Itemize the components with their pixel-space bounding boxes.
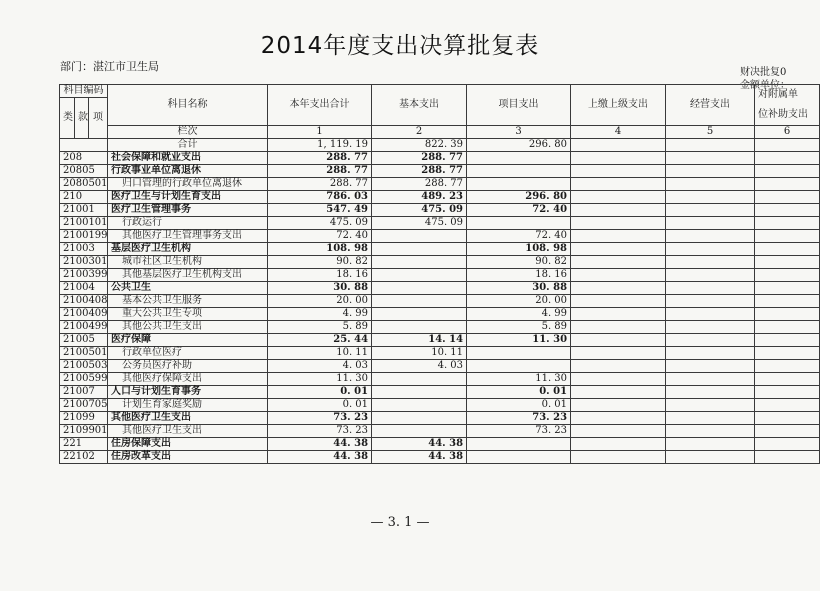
project-cell: 72. 40	[467, 230, 571, 243]
table-row	[60, 256, 820, 269]
basic-cell	[372, 269, 467, 282]
subject-name-cell: 行政单位医疗	[108, 347, 268, 360]
operating-cell	[666, 360, 755, 373]
project-cell: 72. 40	[467, 204, 571, 217]
operating-cell	[666, 373, 755, 386]
project-cell: 296. 80	[467, 191, 571, 204]
project-cell: 30. 88	[467, 282, 571, 295]
subject-code-cell: 21005	[60, 334, 108, 347]
upper-cell	[571, 399, 666, 412]
total-cell: 73. 23	[268, 425, 372, 438]
header-row	[60, 85, 820, 98]
subsidy-cell	[755, 152, 820, 165]
subsidy-cell	[755, 399, 820, 412]
operating-header: 经营支出	[666, 85, 755, 126]
project-cell: 90. 82	[467, 256, 571, 269]
subject-name-cell: 行政事业单位离退休	[108, 165, 268, 178]
upper-cell	[571, 321, 666, 334]
basic-cell	[372, 295, 467, 308]
total-cell: 5. 89	[268, 321, 372, 334]
subject-code-cell: 2100301	[60, 256, 108, 269]
subject-code-cell: 2100501	[60, 347, 108, 360]
basic-cell	[372, 230, 467, 243]
subject-code-cell: 21004	[60, 282, 108, 295]
project-cell: 18. 16	[467, 269, 571, 282]
upper-cell	[571, 386, 666, 399]
table-row	[60, 438, 820, 451]
subsidy-cell	[755, 204, 820, 217]
subsidy-cell	[755, 321, 820, 334]
table-row	[60, 425, 820, 438]
total-row	[60, 139, 820, 152]
upper-cell	[571, 165, 666, 178]
lanci-cell: 栏次	[108, 126, 268, 139]
project-cell	[467, 165, 571, 178]
total-cell: 44. 38	[268, 451, 372, 464]
project-cell	[467, 178, 571, 191]
operating-cell	[666, 256, 755, 269]
subsidy-cell	[755, 282, 820, 295]
operating-cell	[666, 295, 755, 308]
subject-name-cell: 其他公共卫生支出	[108, 321, 268, 334]
operating-cell	[666, 347, 755, 360]
operating-cell	[666, 204, 755, 217]
subject-code-cell: 2100101	[60, 217, 108, 230]
lei-header: 类	[60, 98, 75, 139]
empty-cell	[571, 139, 666, 152]
upper-cell	[571, 334, 666, 347]
total-cell: 18. 16	[268, 269, 372, 282]
project-cell	[467, 152, 571, 165]
project-cell: 20. 00	[467, 295, 571, 308]
total-cell: 288. 77	[268, 152, 372, 165]
project-cell: 73. 23	[467, 412, 571, 425]
subject-code-cell: 208	[60, 152, 108, 165]
subsidy-header-line2: 位补助支出	[758, 109, 809, 120]
upper-cell	[571, 256, 666, 269]
kuan-header: 款	[75, 98, 89, 139]
subject-code-cell: 20805	[60, 165, 108, 178]
subsidy-cell	[755, 165, 820, 178]
table-row	[60, 308, 820, 321]
subsidy-cell	[755, 295, 820, 308]
subsidy-cell	[755, 360, 820, 373]
subject-code-cell: 21001	[60, 204, 108, 217]
total-project: 296. 80	[467, 139, 571, 152]
basic-cell	[372, 386, 467, 399]
basic-cell	[372, 256, 467, 269]
subject-name-cell: 住房改革支出	[108, 451, 268, 464]
project-cell: 11. 30	[467, 373, 571, 386]
subsidy-cell	[755, 425, 820, 438]
subject-code-cell: 2100409	[60, 308, 108, 321]
subsidy-cell	[755, 230, 820, 243]
basic-cell: 14. 14	[372, 334, 467, 347]
operating-cell	[666, 243, 755, 256]
table-row	[60, 412, 820, 425]
total-cell: 72. 40	[268, 230, 372, 243]
table-row	[60, 321, 820, 334]
basic-cell: 288. 77	[372, 152, 467, 165]
basic-cell	[372, 412, 467, 425]
operating-cell	[666, 165, 755, 178]
subject-code-cell: 2080501	[60, 178, 108, 191]
col-index-2: 2	[372, 126, 467, 139]
basic-cell	[372, 321, 467, 334]
table-row	[60, 386, 820, 399]
upper-cell	[571, 269, 666, 282]
basic-cell: 475. 09	[372, 217, 467, 230]
total-cell: 44. 38	[268, 438, 372, 451]
col-index-3: 3	[467, 126, 571, 139]
project-header: 项目支出	[467, 85, 571, 126]
basic-cell	[372, 373, 467, 386]
subject-code-cell: 21003	[60, 243, 108, 256]
upper-cell	[571, 282, 666, 295]
subject-name-cell: 人口与计划生育事务	[108, 386, 268, 399]
subsidy-cell	[755, 451, 820, 464]
subject-name-cell: 城市社区卫生机构	[108, 256, 268, 269]
table-row	[60, 373, 820, 386]
operating-cell	[666, 334, 755, 347]
total-cell: 475. 09	[268, 217, 372, 230]
subsidy-cell	[755, 412, 820, 425]
total-cell: 0. 01	[268, 399, 372, 412]
subject-code-cell: 210	[60, 191, 108, 204]
total-cell: 20. 00	[268, 295, 372, 308]
subsidy-header	[755, 85, 820, 126]
subsidy-header-line1: 对附属单	[758, 89, 799, 100]
subsidy-cell	[755, 178, 820, 191]
project-cell	[467, 451, 571, 464]
upper-cell	[571, 360, 666, 373]
basic-cell: 44. 38	[372, 438, 467, 451]
upper-cell	[571, 438, 666, 451]
subject-code-cell: 2100503	[60, 360, 108, 373]
form-code-note: 财决批复0	[740, 67, 787, 78]
table-row	[60, 178, 820, 191]
upper-cell	[571, 412, 666, 425]
total-header: 本年支出合计	[268, 85, 372, 126]
project-cell: 108. 98	[467, 243, 571, 256]
project-cell: 73. 23	[467, 425, 571, 438]
basic-cell	[372, 308, 467, 321]
operating-cell	[666, 425, 755, 438]
subject-name-cell: 其他医疗卫生支出	[108, 412, 268, 425]
operating-cell	[666, 412, 755, 425]
subsidy-cell	[755, 373, 820, 386]
project-cell: 4. 99	[467, 308, 571, 321]
empty-cell	[755, 139, 820, 152]
project-cell: 0. 01	[467, 399, 571, 412]
total-cell: 4. 03	[268, 360, 372, 373]
total-cell: 11. 30	[268, 373, 372, 386]
subject-name-cell: 其他医疗卫生支出	[108, 425, 268, 438]
upper-cell	[571, 178, 666, 191]
table-row	[60, 204, 820, 217]
project-cell	[467, 360, 571, 373]
subject-name-cell: 其他基层医疗卫生机构支出	[108, 269, 268, 282]
subject-code-cell: 2100599	[60, 373, 108, 386]
subject-name-cell: 医疗卫生管理事务	[108, 204, 268, 217]
operating-cell	[666, 178, 755, 191]
total-cell: 288. 77	[268, 178, 372, 191]
project-cell: 0. 01	[467, 386, 571, 399]
basic-cell: 288. 77	[372, 178, 467, 191]
total-cell: 108. 98	[268, 243, 372, 256]
basic-cell: 489. 23	[372, 191, 467, 204]
subject-name-cell: 医疗卫生与计划生育支出	[108, 191, 268, 204]
project-cell	[467, 347, 571, 360]
subject-name-cell: 公务员医疗补助	[108, 360, 268, 373]
subject-code-cell: 22102	[60, 451, 108, 464]
operating-cell	[666, 386, 755, 399]
table-row	[60, 399, 820, 412]
upper-cell	[571, 191, 666, 204]
project-cell: 5. 89	[467, 321, 571, 334]
total-cell: 10. 11	[268, 347, 372, 360]
table-row	[60, 269, 820, 282]
subsidy-cell	[755, 269, 820, 282]
table-body	[60, 152, 820, 464]
operating-cell	[666, 152, 755, 165]
subject-name-cell: 住房保障支出	[108, 438, 268, 451]
subject-name-cell: 归口管理的行政单位离退休	[108, 178, 268, 191]
table-row	[60, 360, 820, 373]
operating-cell	[666, 217, 755, 230]
subject-code-header: 科目编码	[60, 85, 108, 98]
upper-cell	[571, 152, 666, 165]
upper-cell	[571, 373, 666, 386]
basic-cell	[372, 399, 467, 412]
operating-cell	[666, 451, 755, 464]
unit-note: 金额单位：	[740, 80, 790, 91]
xiang-header: 项	[89, 98, 108, 139]
subject-name-cell: 重大公共卫生专项	[108, 308, 268, 321]
basic-cell: 44. 38	[372, 451, 467, 464]
total-basic: 822. 39	[372, 139, 467, 152]
project-cell	[467, 217, 571, 230]
subsidy-cell	[755, 217, 820, 230]
project-cell: 11. 30	[467, 334, 571, 347]
subject-name-cell: 其他医疗保障支出	[108, 373, 268, 386]
basic-cell: 475. 09	[372, 204, 467, 217]
basic-cell	[372, 282, 467, 295]
subject-code-cell: 21099	[60, 412, 108, 425]
subsidy-cell	[755, 347, 820, 360]
subject-name-cell: 基本公共卫生服务	[108, 295, 268, 308]
subject-name-cell: 社会保障和就业支出	[108, 152, 268, 165]
table-row	[60, 152, 820, 165]
subject-code-cell: 21007	[60, 386, 108, 399]
page-number: — 3. 1 —	[370, 515, 430, 530]
operating-cell	[666, 282, 755, 295]
budget-approval-table	[59, 84, 820, 464]
total-cell: 25. 44	[268, 334, 372, 347]
subject-code-cell: 2100705	[60, 399, 108, 412]
total-cell: 4. 99	[268, 308, 372, 321]
total-cell: 73. 23	[268, 412, 372, 425]
column-index-row	[60, 126, 820, 139]
upper-cell	[571, 204, 666, 217]
upper-cell	[571, 243, 666, 256]
total-code-cell	[60, 139, 108, 152]
subject-code-cell: 2109901	[60, 425, 108, 438]
subsidy-cell	[755, 386, 820, 399]
subject-name-cell: 基层医疗卫生机构	[108, 243, 268, 256]
subsidy-cell	[755, 256, 820, 269]
subject-name-cell: 医疗保障	[108, 334, 268, 347]
upper-header: 上缴上级支出	[571, 85, 666, 126]
project-cell	[467, 438, 571, 451]
total-cell: 547. 49	[268, 204, 372, 217]
table-row	[60, 295, 820, 308]
operating-cell	[666, 269, 755, 282]
page-title: 2014年度支出决算批复表	[260, 33, 540, 59]
col-index-6: 6	[755, 126, 820, 139]
subject-code-cell: 2100199	[60, 230, 108, 243]
upper-cell	[571, 217, 666, 230]
subject-name-cell: 计划生育家庭奖励	[108, 399, 268, 412]
subject-code-cell: 221	[60, 438, 108, 451]
subject-name-header: 科目名称	[108, 85, 268, 126]
upper-cell	[571, 347, 666, 360]
basic-header: 基本支出	[372, 85, 467, 126]
operating-cell	[666, 191, 755, 204]
basic-cell: 10. 11	[372, 347, 467, 360]
table-row	[60, 165, 820, 178]
col-index-1: 1	[268, 126, 372, 139]
upper-cell	[571, 230, 666, 243]
subsidy-cell	[755, 438, 820, 451]
table-row	[60, 347, 820, 360]
operating-cell	[666, 321, 755, 334]
operating-cell	[666, 399, 755, 412]
basic-cell: 288. 77	[372, 165, 467, 178]
subsidy-cell	[755, 308, 820, 321]
operating-cell	[666, 438, 755, 451]
department-label: 部门：湛江市卫生局	[60, 60, 159, 73]
upper-cell	[571, 295, 666, 308]
basic-cell: 4. 03	[372, 360, 467, 373]
empty-cell	[666, 139, 755, 152]
table-row	[60, 243, 820, 256]
total-cell: 0. 01	[268, 386, 372, 399]
operating-cell	[666, 308, 755, 321]
basic-cell	[372, 243, 467, 256]
subject-code-cell: 2100408	[60, 295, 108, 308]
col-index-5: 5	[666, 126, 755, 139]
upper-cell	[571, 308, 666, 321]
upper-cell	[571, 451, 666, 464]
total-sum: 1, 119. 19	[268, 139, 372, 152]
table-row	[60, 451, 820, 464]
table-row	[60, 191, 820, 204]
basic-cell	[372, 425, 467, 438]
total-cell: 30. 88	[268, 282, 372, 295]
subject-code-cell: 2100399	[60, 269, 108, 282]
total-label: 合计	[108, 139, 268, 152]
upper-cell	[571, 425, 666, 438]
subject-name-cell: 行政运行	[108, 217, 268, 230]
col-index-4: 4	[571, 126, 666, 139]
table-row	[60, 334, 820, 347]
subsidy-cell	[755, 243, 820, 256]
table-row	[60, 230, 820, 243]
subject-name-cell: 公共卫生	[108, 282, 268, 295]
table-row	[60, 217, 820, 230]
total-cell: 90. 82	[268, 256, 372, 269]
table-row	[60, 282, 820, 295]
subsidy-cell	[755, 191, 820, 204]
operating-cell	[666, 230, 755, 243]
total-cell: 786. 03	[268, 191, 372, 204]
subsidy-cell	[755, 334, 820, 347]
total-cell: 288. 77	[268, 165, 372, 178]
subject-code-cell: 2100499	[60, 321, 108, 334]
subject-name-cell: 其他医疗卫生管理事务支出	[108, 230, 268, 243]
